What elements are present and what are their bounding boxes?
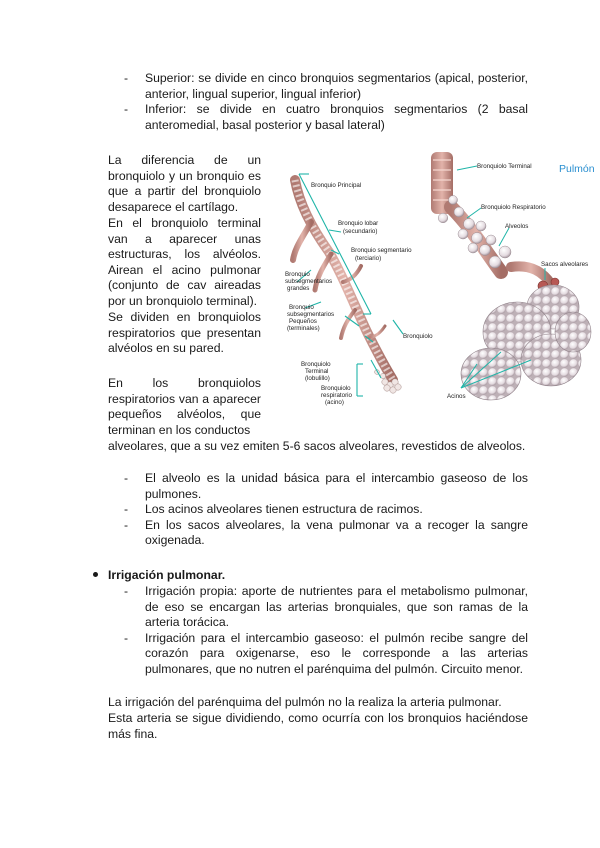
label-sub-grandes-3: grandes xyxy=(287,285,310,292)
paragraph-alveoli-start: En los bronquiolos respiratorios van a aparecer pequeños alvéolos, que terminan en los conductos xyxy=(108,376,261,437)
label-resp-3: (acino) xyxy=(325,399,344,406)
label-bronquiolo-terminal: Bronquiolo Terminal xyxy=(477,163,532,170)
label-secundario: (secundario) xyxy=(343,228,378,235)
section-heading-text: Irrigación pulmonar. xyxy=(108,568,226,582)
bronchial-tree-figure xyxy=(281,152,600,414)
list-item: - Inferior: se divide en cuatro bronquios segmentarios (2 basal anteromedial, basal posterior y basal lateral) xyxy=(124,102,528,133)
label-bronquio-lobar: Bronquio lobar xyxy=(338,220,379,227)
top-lobe-list xyxy=(124,71,528,133)
paragraph-closing-2: Esta arteria se sigue dividiendo, como ocurría con los bronquios haciéndose más fina. xyxy=(108,711,528,741)
label-sub-grandes-1: Bronquio xyxy=(285,271,310,278)
paragraph-alveoli-end: alveolares, que a su vez emiten 5-6 sacos alveolares, revestidos de alveolos. xyxy=(108,439,526,453)
section-heading-irrigacion xyxy=(93,568,225,584)
label-sub-peq-3: Pequeños xyxy=(289,318,317,325)
figure-title: Pulmón xyxy=(559,163,595,175)
label-bronquio-segmentario: Bronquio segmentario xyxy=(351,247,412,254)
paragraph-terminal-bronchiole: En el bronquiolo terminal van a aparecer unas estructuras, los alvéolos. Airean el acino pulmonar (conjunto de cav aireadas por un bronquiolo terminal). xyxy=(108,216,261,308)
paragraph-difference: La diferencia de un bronquiolo y un bronquio es que a partir del bronquiolo desaparece el cartílago. xyxy=(108,153,261,214)
label-sub-peq-2: subsegmentarios xyxy=(287,311,335,318)
list-item: - Los acinos alveolares tienen estructura de racimos. xyxy=(124,502,528,518)
list-item: - Superior: se divide en cinco bronquios segmentarios (apical, posterior, anterior, lingual superior, lingual inferior) xyxy=(124,71,528,102)
alveoli-facts-list xyxy=(124,471,528,549)
label-resp-2: respiratorio xyxy=(321,392,352,399)
bullet-icon xyxy=(93,572,98,577)
label-sub-grandes-2: subsegmentarios xyxy=(285,278,333,285)
label-acinos: Acinos xyxy=(447,393,466,400)
irrigation-list xyxy=(124,584,528,678)
label-resp-1: Bronquiolo xyxy=(321,385,351,392)
acinus-illustration xyxy=(431,152,591,400)
label-terminal-1: Bronquiolo xyxy=(301,361,331,368)
label-sub-peq-1: Bronquio xyxy=(289,304,314,311)
list-item: - El alveolo es la unidad básica para el intercambio gaseoso de los pulmones. xyxy=(124,471,528,502)
list-item: - Irrigación propia: aporte de nutrientes para el metabolismo pulmonar, de eso se encargan las arterias bronquiales, que son ramas de la arteria torácica. xyxy=(124,584,528,631)
label-sacos-alveolares: Sacos alveolares xyxy=(541,261,589,268)
label-terminal-2: Terminal xyxy=(305,368,329,375)
label-bronquiolo-respiratorio: Bronquiolo Respiratorio xyxy=(481,204,546,211)
label-sub-peq-4: (terminales) xyxy=(287,325,320,332)
label-terciario: (terciario) xyxy=(355,255,382,262)
label-bronquiolo: Bronquiolo xyxy=(403,333,433,340)
paragraph-respiratory-bronchioles: Se dividen en bronquiolos respiratorios que presentan alvéolos en su pared. xyxy=(108,310,261,356)
label-alveolos: Alveolos xyxy=(505,223,529,230)
list-item: - En los sacos alveolares, la vena pulmonar va a recoger la sangre oxigenada. xyxy=(124,518,528,549)
label-terminal-3: (lobulillo) xyxy=(305,375,330,382)
paragraph-closing-1: La irrigación del parénquima del pulmón no la realiza la arteria pulmonar. xyxy=(108,695,502,709)
label-bronquio-principal: Bronquio Principal xyxy=(311,182,362,189)
list-item: - Irrigación para el intercambio gaseoso: el pulmón recibe sangre del corazón para oxigenarse, eso le corresponde a las arterias pulmonares, que no nutren el parénquima del pulmón. Circuito menor. xyxy=(124,631,528,678)
